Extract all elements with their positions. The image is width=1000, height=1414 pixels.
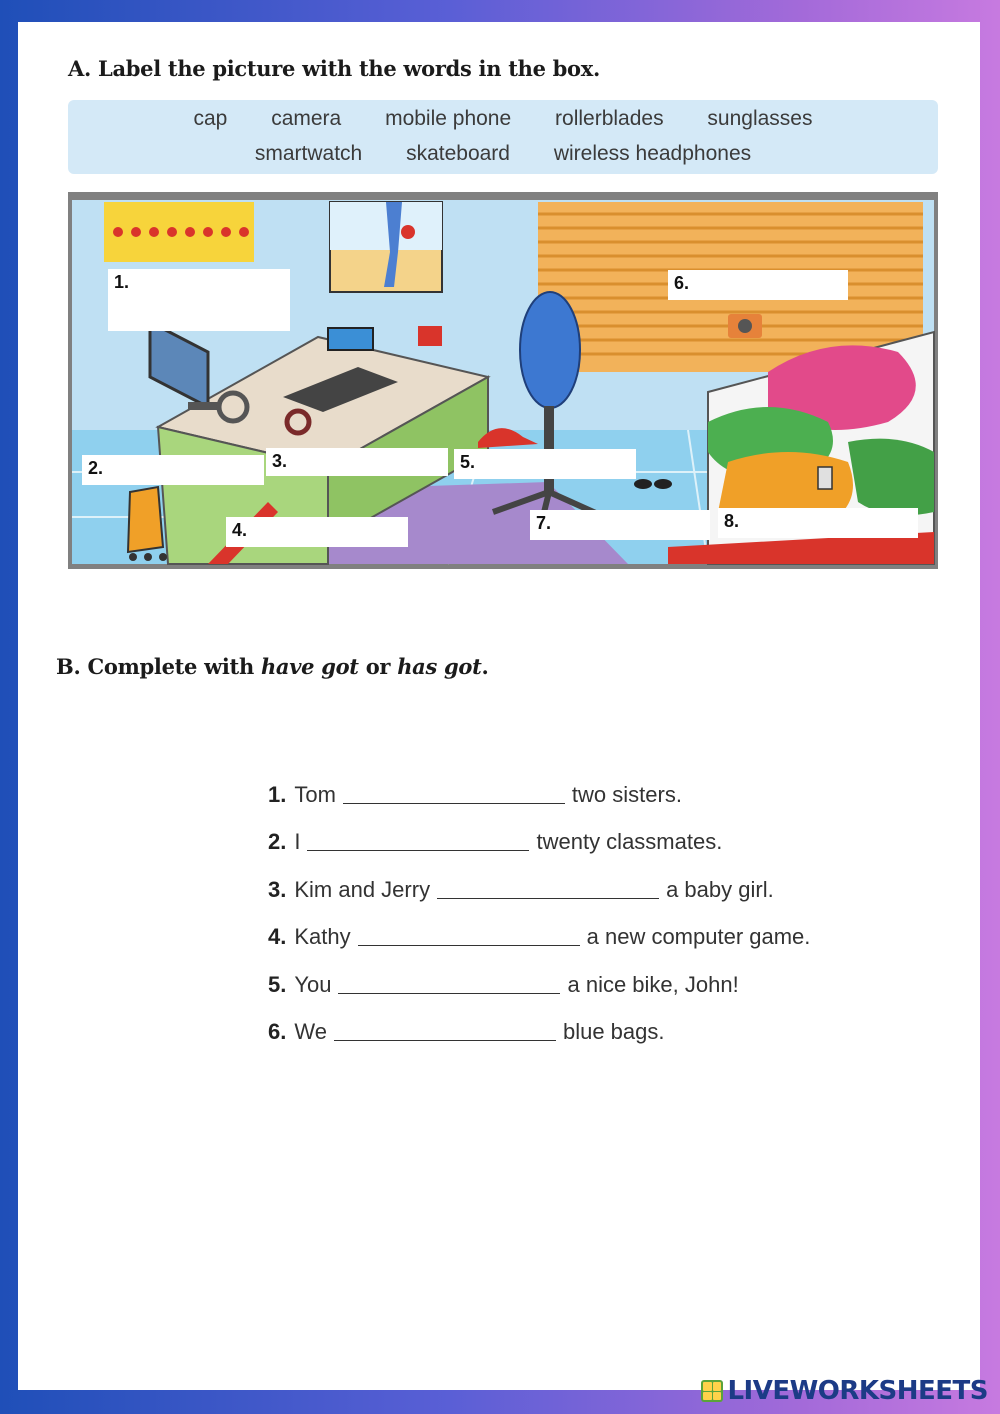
answer-blank-4[interactable] bbox=[358, 925, 580, 946]
item-rest: twenty classmates. bbox=[536, 829, 723, 855]
section-b-option-has-got: has got bbox=[397, 654, 482, 679]
exercise-item-2 bbox=[268, 829, 810, 876]
exercise-item-4 bbox=[268, 924, 810, 971]
item-rest: a new computer game. bbox=[586, 924, 811, 950]
answer-blank-2[interactable] bbox=[307, 830, 529, 851]
section-b-option-have-got: have got bbox=[260, 654, 359, 679]
word-rollerblades: rollerblades bbox=[555, 107, 664, 130]
exercise-item-3 bbox=[268, 877, 810, 924]
exercise-item-5 bbox=[268, 972, 810, 1019]
word-mobile-phone: mobile phone bbox=[385, 107, 512, 130]
item-rest: a nice bike, John! bbox=[567, 971, 739, 997]
section-a-title: A. Label the picture with the words in the box. bbox=[68, 56, 600, 81]
label-box-3[interactable]: 3. bbox=[266, 448, 448, 476]
item-number: 5. bbox=[268, 971, 287, 997]
item-rest: blue bags. bbox=[562, 1018, 665, 1044]
section-b-title bbox=[56, 654, 489, 679]
item-subject: Tom bbox=[294, 782, 336, 807]
liveworksheets-brand[interactable] bbox=[701, 1374, 988, 1408]
exercise-item-6 bbox=[268, 1019, 810, 1066]
bedroom-illustration bbox=[68, 192, 938, 569]
label-box-2[interactable]: 2. bbox=[82, 455, 264, 485]
item-rest: two sisters. bbox=[571, 782, 682, 807]
word-skateboard: skateboard bbox=[406, 142, 510, 165]
item-subject: Kathy bbox=[294, 924, 351, 950]
word-cap: cap bbox=[193, 107, 228, 130]
section-b-title-prefix: B. Complete with bbox=[56, 654, 261, 679]
word-wireless-headphones: wireless headphones bbox=[553, 142, 752, 165]
label-box-5[interactable]: 5. bbox=[454, 449, 636, 479]
worksheet-page bbox=[18, 22, 980, 1390]
section-b-title-suffix: . bbox=[481, 654, 489, 679]
section-b-title-or: or bbox=[358, 654, 398, 679]
label-box-4[interactable]: 4. bbox=[226, 517, 408, 547]
word-box-row-1 bbox=[68, 107, 938, 131]
item-subject: You bbox=[294, 971, 332, 997]
item-subject: Kim and Jerry bbox=[294, 876, 431, 902]
exercise-list bbox=[268, 782, 810, 1066]
answer-blank-1[interactable] bbox=[343, 783, 565, 804]
item-number: 4. bbox=[268, 924, 287, 950]
label-box-1[interactable]: 1. bbox=[108, 269, 290, 331]
item-rest: a baby girl. bbox=[666, 876, 774, 902]
liveworksheets-logo-icon bbox=[701, 1380, 723, 1402]
word-smartwatch: smartwatch bbox=[254, 142, 363, 165]
label-box-8[interactable]: 8. bbox=[718, 508, 918, 538]
word-box-row-2 bbox=[68, 142, 938, 166]
answer-blank-3[interactable] bbox=[437, 878, 659, 899]
item-subject: I bbox=[294, 829, 301, 855]
brand-name: LIVEWORKSHEETS bbox=[727, 1376, 988, 1406]
item-number: 1. bbox=[268, 782, 287, 807]
item-number: 2. bbox=[268, 829, 287, 855]
exercise-item-1 bbox=[268, 782, 810, 829]
word-camera: camera bbox=[271, 107, 342, 130]
answer-blank-6[interactable] bbox=[334, 1020, 556, 1041]
word-sunglasses: sunglasses bbox=[707, 107, 813, 130]
item-subject: We bbox=[294, 1018, 327, 1044]
answer-blank-5[interactable] bbox=[338, 973, 560, 994]
word-box bbox=[68, 100, 938, 174]
item-number: 6. bbox=[268, 1018, 287, 1044]
item-number: 3. bbox=[268, 876, 287, 902]
label-box-7[interactable]: 7. bbox=[530, 510, 710, 540]
label-box-6[interactable]: 6. bbox=[668, 270, 848, 300]
